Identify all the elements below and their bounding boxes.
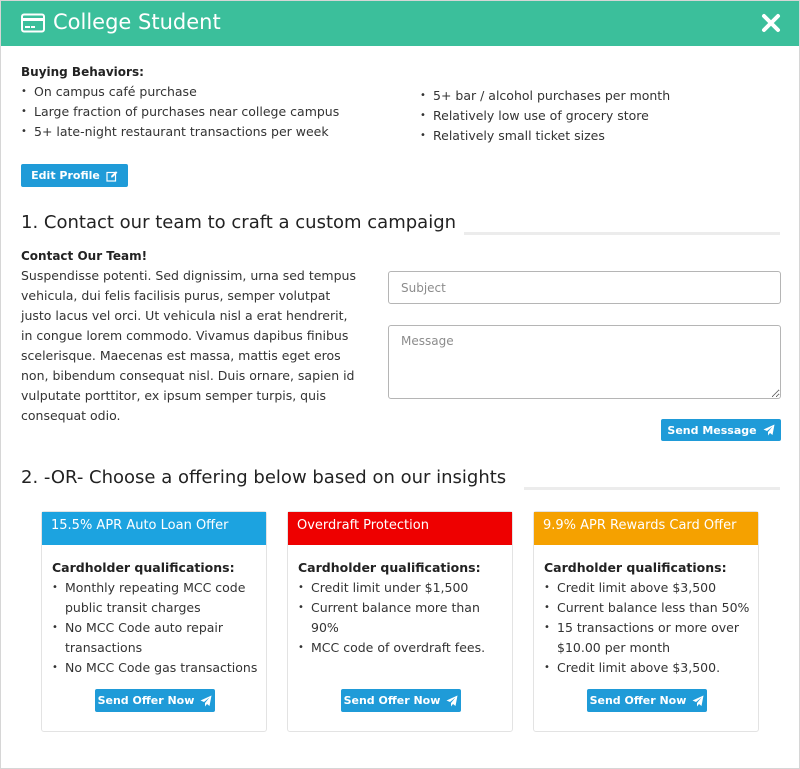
- qualifications-title: Cardholder qualifications:: [544, 560, 727, 575]
- offer-card-auto-loan: [41, 511, 267, 732]
- section-2-title: 2. -OR- Choose a offering below based on our insights: [21, 467, 507, 488]
- list-item: • No MCC Code gas transactions: [52, 658, 260, 678]
- list-item: • No MCC Code auto repair transactions: [52, 618, 260, 658]
- section-1-title: 1. Contact our team to craft a custom campaign: [21, 212, 457, 233]
- edit-profile-label: Edit Profile: [31, 169, 100, 182]
- modal-title: College Student: [53, 10, 221, 34]
- qualifications-title: Cardholder qualifications:: [52, 560, 235, 575]
- send-offer-label: Send Offer Now: [343, 694, 441, 707]
- send-offer-button[interactable]: [587, 689, 707, 712]
- edit-profile-button[interactable]: [21, 164, 128, 187]
- send-message-label: Send Message: [667, 423, 757, 437]
- credit-card-icon: [21, 13, 45, 33]
- paper-plane-icon: [763, 424, 775, 436]
- list-item: • Credit limit under $1,500: [298, 578, 506, 598]
- edit-icon: [106, 170, 118, 182]
- list-item: • 15 transactions or more over $10.00 per month: [544, 618, 752, 658]
- paper-plane-icon: [200, 695, 212, 707]
- list-item: • MCC code of overdraft fees.: [298, 638, 506, 658]
- list-item: • On campus café purchase: [21, 82, 339, 102]
- offer-title: 15.5% APR Auto Loan Offer: [42, 512, 266, 545]
- qualifications-list: [544, 578, 752, 678]
- offer-title: Overdraft Protection: [288, 512, 512, 545]
- qualifications-title: Cardholder qualifications:: [298, 560, 481, 575]
- offer-card-overdraft: [287, 511, 513, 732]
- send-message-button[interactable]: [661, 419, 781, 441]
- offer-title: 9.9% APR Rewards Card Offer: [534, 512, 758, 545]
- subject-input[interactable]: [388, 271, 781, 304]
- message-textarea[interactable]: [388, 325, 781, 399]
- buying-behaviors-left-list: [21, 82, 339, 142]
- list-item: • Relatively small ticket sizes: [420, 126, 670, 146]
- list-item: • Monthly repeating MCC code public transit charges: [52, 578, 260, 618]
- close-icon[interactable]: [760, 12, 782, 34]
- contact-description: Suspendisse potenti. Sed dignissim, urna sed tempus vehicula, dui felis facilisis purus, semper volutpat justo lacus vel orci. Ut vehicula nisl a erat hendrerit, in congue lorem commodo. Vivamus dapibus finibus scelerisque. Maecenas est massa, mattis eget eros non, bibendum consequat nisl. Duis ornare, sapien id vulputate porttitor, ex ipsum semper turpis, quis consequat odio.: [21, 268, 356, 423]
- buying-behaviors-title: Buying Behaviors:: [21, 65, 144, 79]
- buying-behaviors-right-list: [420, 86, 670, 146]
- contact-title: Contact Our Team!: [21, 249, 148, 263]
- paper-plane-icon: [692, 695, 704, 707]
- list-item: • Current balance less than 50%: [544, 598, 752, 618]
- list-item: • Credit limit above $3,500.: [544, 658, 752, 678]
- list-item: • Relatively low use of grocery store: [420, 106, 670, 126]
- modal-header: [1, 1, 799, 46]
- send-offer-label: Send Offer Now: [589, 694, 687, 707]
- list-item: • 5+ late-night restaurant transactions per week: [21, 122, 339, 142]
- send-offer-button[interactable]: [341, 689, 461, 712]
- qualifications-list: [298, 578, 506, 658]
- send-offer-button[interactable]: [95, 689, 215, 712]
- list-item: • Current balance more than 90%: [298, 598, 506, 638]
- section-2-divider: [524, 487, 780, 490]
- section-1-divider: [464, 232, 780, 235]
- list-item: • Large fraction of purchases near college campus: [21, 102, 339, 122]
- offer-card-rewards: [533, 511, 759, 732]
- list-item: • 5+ bar / alcohol purchases per month: [420, 86, 670, 106]
- send-offer-label: Send Offer Now: [97, 694, 195, 707]
- qualifications-list: [52, 578, 260, 678]
- paper-plane-icon: [446, 695, 458, 707]
- list-item: • Credit limit above $3,500: [544, 578, 752, 598]
